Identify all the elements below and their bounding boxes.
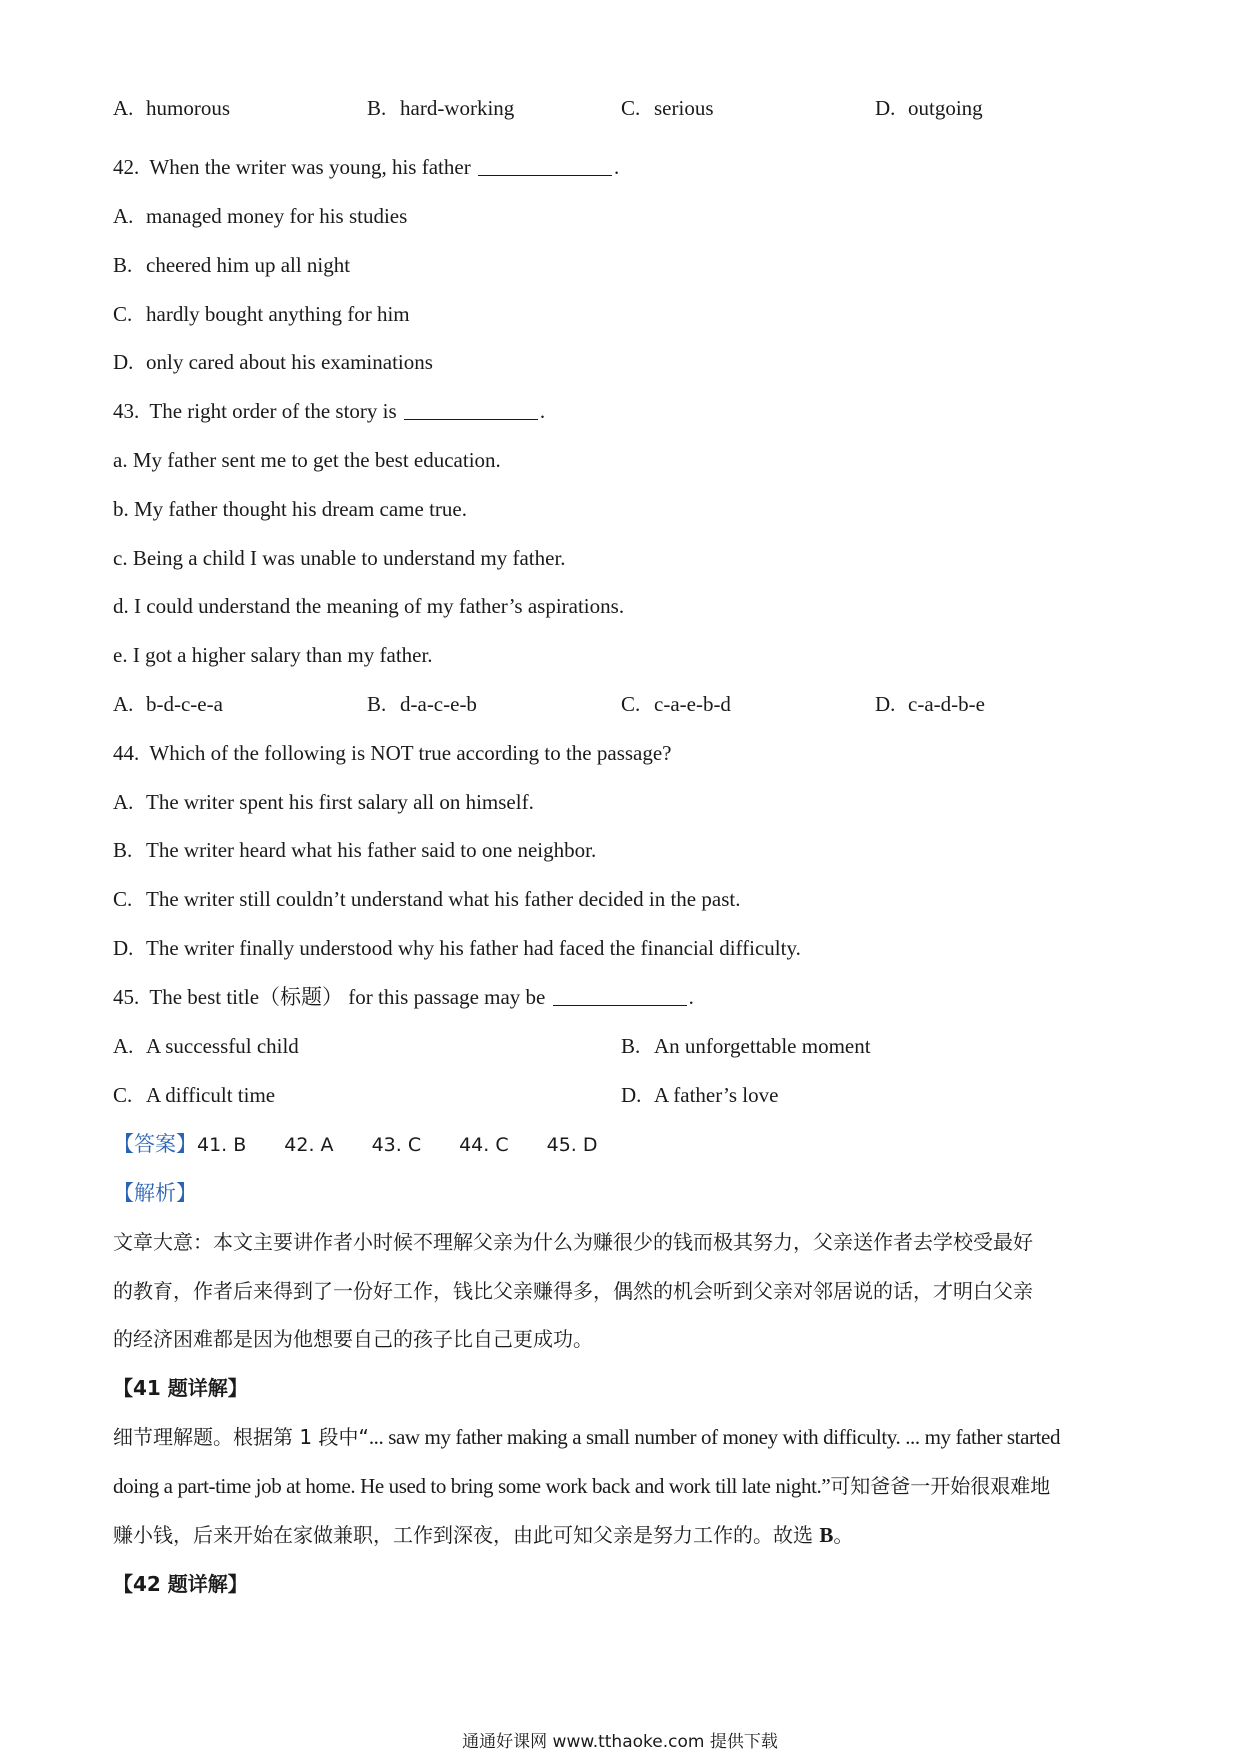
option-letter: C.	[113, 302, 133, 326]
option-letter: A.	[113, 1034, 134, 1058]
q43-option-a[interactable]	[113, 690, 223, 718]
option-letter: C.	[113, 887, 133, 911]
q45-option-d[interactable]	[621, 1081, 778, 1109]
answer-item: 42. A	[284, 1134, 334, 1156]
q43-statement-b: b. My father thought his dream came true.	[113, 497, 467, 521]
option-text: A father’s love	[654, 1083, 779, 1107]
answer-item: 41. B	[197, 1134, 247, 1156]
question-text: When the writer was young, his father	[149, 155, 471, 179]
answer-item: 45. D	[546, 1134, 598, 1156]
q43-options	[113, 690, 1133, 718]
detail-en-quote: ... saw my father making a small number of money with difficulty. ... my father started	[368, 1425, 1061, 1449]
detail41-line-2	[113, 1472, 1050, 1500]
option-text: hard-working	[400, 96, 515, 120]
answer-line	[113, 1130, 636, 1159]
question-text: The best title（标题） for this passage may be	[149, 985, 546, 1009]
summary-line-3: 的经济困难都是因为他想要自己的孩子比自己更成功。	[113, 1327, 593, 1351]
page-footer: 通通好课网 www.tthaoke.com 提供下载	[462, 1732, 778, 1752]
option-letter: A.	[113, 790, 134, 814]
option-letter: A.	[113, 692, 134, 716]
option-text: c-a-e-b-d	[654, 692, 731, 716]
question-text: Which of the following is NOT true according to the passage?	[149, 741, 672, 765]
option-text: The writer spent his first salary all on himself.	[146, 790, 534, 814]
detail-cn-text: 。	[833, 1523, 854, 1547]
option-letter: B.	[367, 96, 387, 120]
summary-line-1: 文章大意：本文主要讲作者小时候不理解父亲为什么为赚很少的钱而极其努力，父亲送作者去学校受最好	[113, 1230, 1033, 1254]
question-text: The right order of the story is	[149, 399, 397, 423]
detail42-heading	[113, 1570, 248, 1598]
q43-statement-d: d. I could understand the meaning of my father’s aspirations.	[113, 594, 625, 618]
q45-stem	[113, 983, 694, 1011]
option-text: only cared about his examinations	[146, 350, 433, 374]
option-text: A difficult time	[146, 1083, 276, 1107]
q42-option-c[interactable]	[113, 300, 410, 328]
q43-option-d[interactable]	[875, 690, 985, 718]
option-letter: D.	[113, 350, 134, 374]
q43-option-c[interactable]	[621, 690, 731, 718]
option-text: managed money for his studies	[146, 204, 408, 228]
answer-blank	[404, 399, 538, 420]
detail-cn-text: 赚小钱，后来开始在家做兼职，工作到深夜，由此可知父亲是努力工作的。故选	[113, 1523, 820, 1547]
detail-en-quote: doing a part-time job at home. He used to bring some work back and work till late night.”	[113, 1474, 831, 1498]
q41-option-b[interactable]	[367, 94, 514, 122]
answer-blank	[478, 155, 612, 176]
detail41-line-3	[113, 1521, 853, 1549]
option-letter: D.	[621, 1083, 642, 1107]
analysis-label-text: 【解析】	[113, 1181, 197, 1205]
option-text: serious	[654, 96, 714, 120]
q43-statement-e: e. I got a higher salary than my father.	[113, 643, 433, 667]
option-letter: C.	[113, 1083, 133, 1107]
option-text: outgoing	[908, 96, 983, 120]
q44-option-b[interactable]	[113, 836, 596, 864]
option-letter: A.	[113, 204, 134, 228]
option-letter: C.	[621, 692, 641, 716]
detail-heading: 【42 题详解】	[113, 1572, 248, 1596]
option-letter: A.	[113, 96, 134, 120]
q41-option-d[interactable]	[875, 94, 983, 122]
q44-stem	[113, 739, 672, 767]
option-letter: B.	[621, 1034, 641, 1058]
option-letter: B.	[367, 692, 387, 716]
option-text: cheered him up all night	[146, 253, 351, 277]
option-text: humorous	[146, 96, 230, 120]
q43-statement-a: a. My father sent me to get the best education.	[113, 448, 501, 472]
detail-heading: 【41 题详解】	[113, 1376, 248, 1400]
q43-stem	[113, 397, 545, 425]
detail41-heading	[113, 1374, 248, 1402]
option-text: A successful child	[146, 1034, 299, 1058]
q44-option-d[interactable]	[113, 934, 801, 962]
option-letter: D.	[875, 692, 896, 716]
q42-option-b[interactable]	[113, 251, 350, 279]
detail-cn-text: 可知爸爸一开始很艰难地	[830, 1474, 1051, 1498]
option-text: b-d-c-e-a	[146, 692, 223, 716]
q45-option-a[interactable]	[113, 1032, 299, 1060]
q45-option-c[interactable]	[113, 1081, 275, 1109]
q44-option-a[interactable]	[113, 788, 534, 816]
question-number: 45.	[113, 985, 140, 1009]
analysis-label	[113, 1179, 197, 1207]
q42-option-a[interactable]	[113, 202, 407, 230]
question-end: .	[539, 399, 546, 423]
option-letter: B.	[113, 838, 133, 862]
q45-options-row1	[113, 1032, 1133, 1060]
question-end: .	[613, 155, 620, 179]
option-letter: C.	[621, 96, 641, 120]
q42-stem	[113, 153, 619, 181]
summary-line-2: 的教育，作者后来得到了一份好工作，钱比父亲赚得多，偶然的机会听到父亲对邻居说的话，才明白父亲	[113, 1279, 1033, 1303]
option-letter: B.	[113, 253, 133, 277]
question-end: .	[688, 985, 694, 1009]
answer-item: 43. C	[371, 1134, 422, 1156]
answer-item: 44. C	[459, 1134, 509, 1156]
q43-statement-c: c. Being a child I was unable to understand my father.	[113, 546, 566, 570]
option-letter: D.	[875, 96, 896, 120]
option-text: The writer heard what his father said to one neighbor.	[146, 838, 597, 862]
option-text: d-a-c-e-b	[400, 692, 477, 716]
answer-label: 【答案】	[113, 1132, 197, 1156]
option-text: The writer finally understood why his father had faced the financial difficulty.	[146, 936, 801, 960]
answer-blank	[553, 985, 687, 1006]
option-text: An unforgettable moment	[654, 1034, 871, 1058]
option-text: hardly bought anything for him	[146, 302, 410, 326]
q41-options	[113, 94, 1133, 122]
detail41-line-1	[113, 1423, 1060, 1451]
q44-option-c[interactable]	[113, 885, 740, 913]
q42-option-d[interactable]	[113, 348, 433, 376]
question-number: 42.	[113, 155, 140, 179]
question-number: 43.	[113, 399, 140, 423]
q41-option-c[interactable]	[621, 94, 714, 122]
option-letter: D.	[113, 936, 134, 960]
option-text: c-a-d-b-e	[908, 692, 985, 716]
q45-option-b[interactable]	[621, 1032, 871, 1060]
detail-cn-text: 细节理解题。根据第 1 段中“	[113, 1425, 369, 1449]
question-number: 44.	[113, 741, 140, 765]
q45-options-row2	[113, 1081, 1133, 1109]
q43-option-b[interactable]	[367, 690, 477, 718]
q41-option-a[interactable]	[113, 94, 230, 122]
option-text: The writer still couldn’t understand what his father decided in the past.	[146, 887, 741, 911]
detail-answer-letter: B	[819, 1523, 834, 1547]
